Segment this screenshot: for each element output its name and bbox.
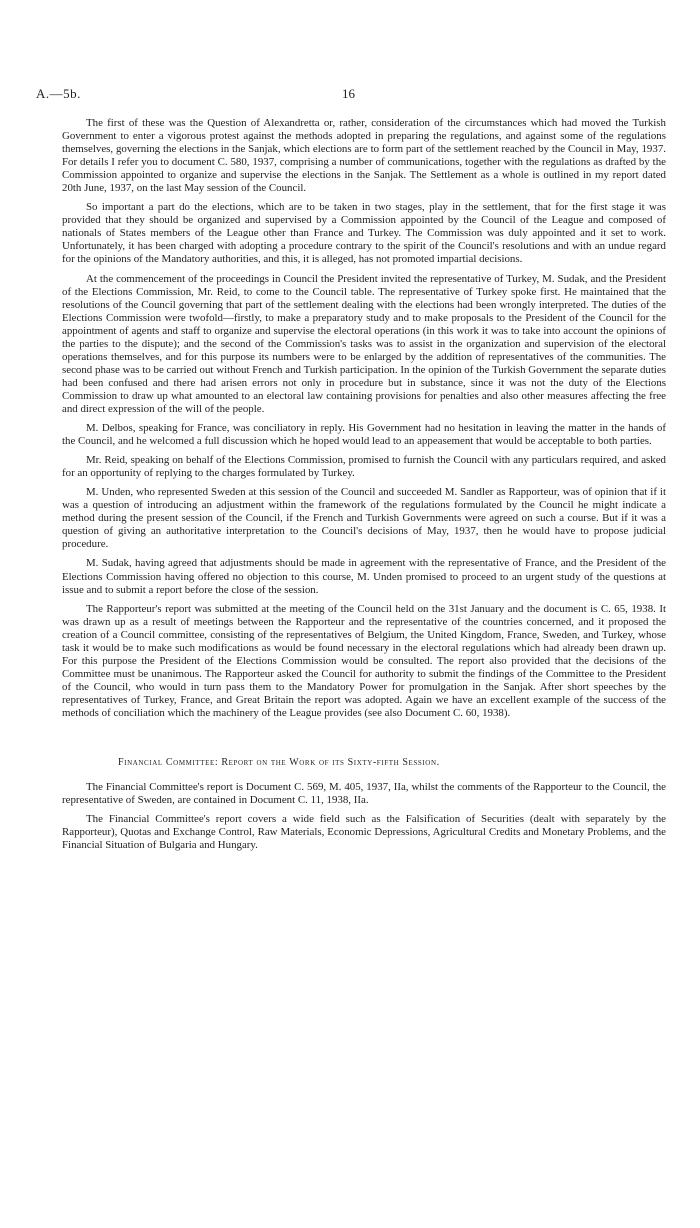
paragraph: The Financial Committee's report covers a wide field such as the Falsification of Securities (dealt with separately by the Rapporteur), Quotas and Exchange Control, Raw Materials, Economic Depressions, Agricultural Credits and Monetary Problems, and the Financial Situation of Bulgaria and Hungary. bbox=[62, 813, 666, 852]
paragraph: The Rapporteur's report was submitted at the meeting of the Council held on the 31st January and the document is C. 65, 1938. It was drawn up as a result of meetings between the Rapporteur and the representative of the countries concerned, and it proposed the creation of a Council committee, consisting of the representatives of Belgium, the United Kingdom, France, Sweden, and Turkey, whose task it would be to make such modifications as would be found necessary in the electoral regulations which had already been drawn up. For this purpose the President of the Elections Commission would be consulted. The report also provided that the decisions of the Committee must be unanimous. The Rapporteur asked the Council for authority to submit the findings of the Committee to the President of the Council, who would in turn pass them to the Mandatory Power for promulgation in the Sanjak. After short speeches by the representatives of Turkey, France, and Great Britain the report was adopted. Again we have an excellent example of the success of the methods of conciliation which the machinery of the League provides (see also Document C. 60, 1938). bbox=[62, 602, 666, 719]
paragraph: The first of these was the Question of Alexandretta or, rather, consideration of the circumstances which had moved the Turkish Government to enter a vigorous protest against the methods adopted in preparing the regulations, and against some of the regulations themselves, governing the elections in the Sanjak, which elections are to form part of the settlement reached by the Council in May, 1937. For details I refer you to document C. 580, 1937, comprising a number of communications, together with the regulations as drafted by the Commission appointed to organize and supervise the elections in the Sanjak. The Settlement as a whole is outlined in my report dated 20th June, 1937, on the last May session of the Council. bbox=[62, 117, 666, 195]
page-number: 16 bbox=[342, 86, 355, 101]
document-reference: A.—5b. bbox=[36, 86, 81, 101]
paragraph: The Financial Committee's report is Document C. 569, M. 405, 1937, IIa, whilst the comments of the Rapporteur to the Council, the representative of Sweden, are contained in Document C. 11, 1938, IIa. bbox=[62, 781, 666, 807]
section-heading: Financial Committee: Report on the Work of its Sixty-fifth Session. bbox=[118, 757, 440, 769]
paragraph: M. Sudak, having agreed that adjustments should be made in agreement with the representative of France, and the President of the Elections Commission having offered no objection to this course, M. Unden promised to proceed to an urgent study of the questions at issue and to submit a report before the close of the session. bbox=[62, 557, 666, 596]
paragraph: At the commencement of the proceedings in Council the President invited the representative of Turkey, M. Sudak, and the President of the Elections Commission, Mr. Reid, to come to the Council table. The representative of Turkey spoke first. He maintained that the resolutions of the Council governing that part of the settlement dealing with the elections had been wrongly interpreted. The duties of the Elections Commission were twofold—firstly, to make a preparatory study and to make proposals to the President of the Council for the appointment of agents and staff to organize and supervise the electoral operations (in this work it was to take into account the opinions of the parties to the dispute); and the second of the Commission's tasks was to assist in the organization and supervision of the electoral operations themselves, and for this purpose its numbers were to be enlarged by the addition of representatives of the communities. The second phase was to be carried out without French and Turkish participation. In the opinion of the Turkish Government the separate duties had been confused and there had arisen errors not only in procedure but in substance, since it was not the duty of the Elections Commission to draw up what amounted to an electoral law containing provisions for penalties and also other measures affecting the free and direct expression of the will of the people. bbox=[62, 272, 666, 415]
document-body bbox=[62, 117, 666, 852]
paragraph: M. Unden, who represented Sweden at this session of the Council and succeeded M. Sandler as Rapporteur, was of opinion that if it was a question of introducing an adjustment within the framework of the regulations formulated by the Council he might indicate a method during the present session of the Council, if the French and Turkish Governments were agreed on such a course. But if it was a question of giving an authoritative interpretation to the Council's decisions of May, 1937, then he would have to propose judicial procedure. bbox=[62, 486, 666, 551]
paragraph: Mr. Reid, speaking on behalf of the Elections Commission, promised to furnish the Council with any particulars required, and asked for an opportunity of replying to the charges formulated by Turkey. bbox=[62, 454, 666, 480]
paragraph: So important a part do the elections, which are to be taken in two stages, play in the settlement, that for the first stage it was provided that they should be organized and supervised by a Commission appointed by the Council of the League and composed of nationals of States members of the League other than France and Turkey. The Commission was duly appointed and it set to work. Unfortunately, it has been charged with adopting a procedure contrary to the spirit of the Council's resolutions and with an undue regard for the opinions of the Mandatory authorities, and this, it is alleged, has not promoted impartial decisions. bbox=[62, 201, 666, 266]
paragraph: M. Delbos, speaking for France, was conciliatory in reply. His Government had no hesitation in leaving the matter in the hands of the Council, and he welcomed a full discussion which he hoped would lead to an appeasement that would be acceptable to both parties. bbox=[62, 422, 666, 448]
page-header bbox=[36, 86, 664, 104]
